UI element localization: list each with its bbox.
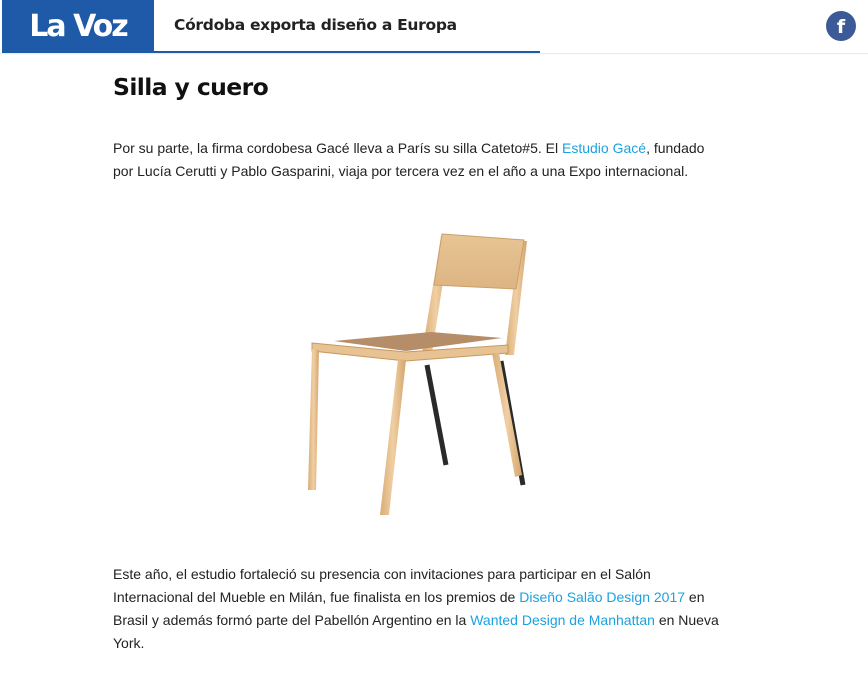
paragraph-awards: [113, 563, 725, 655]
paragraph-text: , fundado por Lucía Cerutti y Pablo Gasparini, viaja por tercera vez en el año a una Expo internacional.: [113, 140, 705, 179]
section-title: Silla y cuero: [113, 73, 269, 101]
link-salao-design[interactable]: Diseño Salão Design 2017: [519, 589, 686, 605]
paragraph-text: en Brasil y además formó parte del Pabellón Argentino en la: [113, 589, 705, 628]
site-logo[interactable]: [2, 0, 154, 53]
header-divider: [0, 53, 868, 55]
article-body: [113, 70, 723, 651]
front-leg-left: [308, 349, 319, 490]
paragraph-text: Este año, el estudio fortaleció su presencia con invitaciones para participar en el Salón Internacional del Mueble en Milán, fue finalista en los premios de: [113, 566, 651, 605]
top-bar: [0, 0, 868, 54]
paragraph-text: Por su parte, la firma cordobesa Gacé lleva a París su silla Cateto#5. El: [113, 140, 562, 156]
front-leg-right: [380, 359, 406, 515]
facebook-share-button[interactable]: [826, 11, 856, 41]
link-estudio-gace[interactable]: Estudio Gacé: [562, 140, 647, 156]
link-wanted-design[interactable]: Wanted Design de Manhattan: [470, 612, 655, 628]
logo-text: La Voz: [29, 9, 127, 44]
backrest: [434, 234, 524, 289]
chair-image: [130, 203, 730, 533]
paragraph-text: en Nueva York.: [113, 612, 719, 651]
facebook-icon: f: [836, 16, 846, 38]
article-headline: Córdoba exporta diseño a Europa: [174, 16, 457, 34]
paragraph-intro: [113, 137, 725, 183]
side-rail: [492, 353, 522, 477]
rear-leg-left: [427, 365, 446, 465]
chair-illustration: [130, 203, 730, 533]
